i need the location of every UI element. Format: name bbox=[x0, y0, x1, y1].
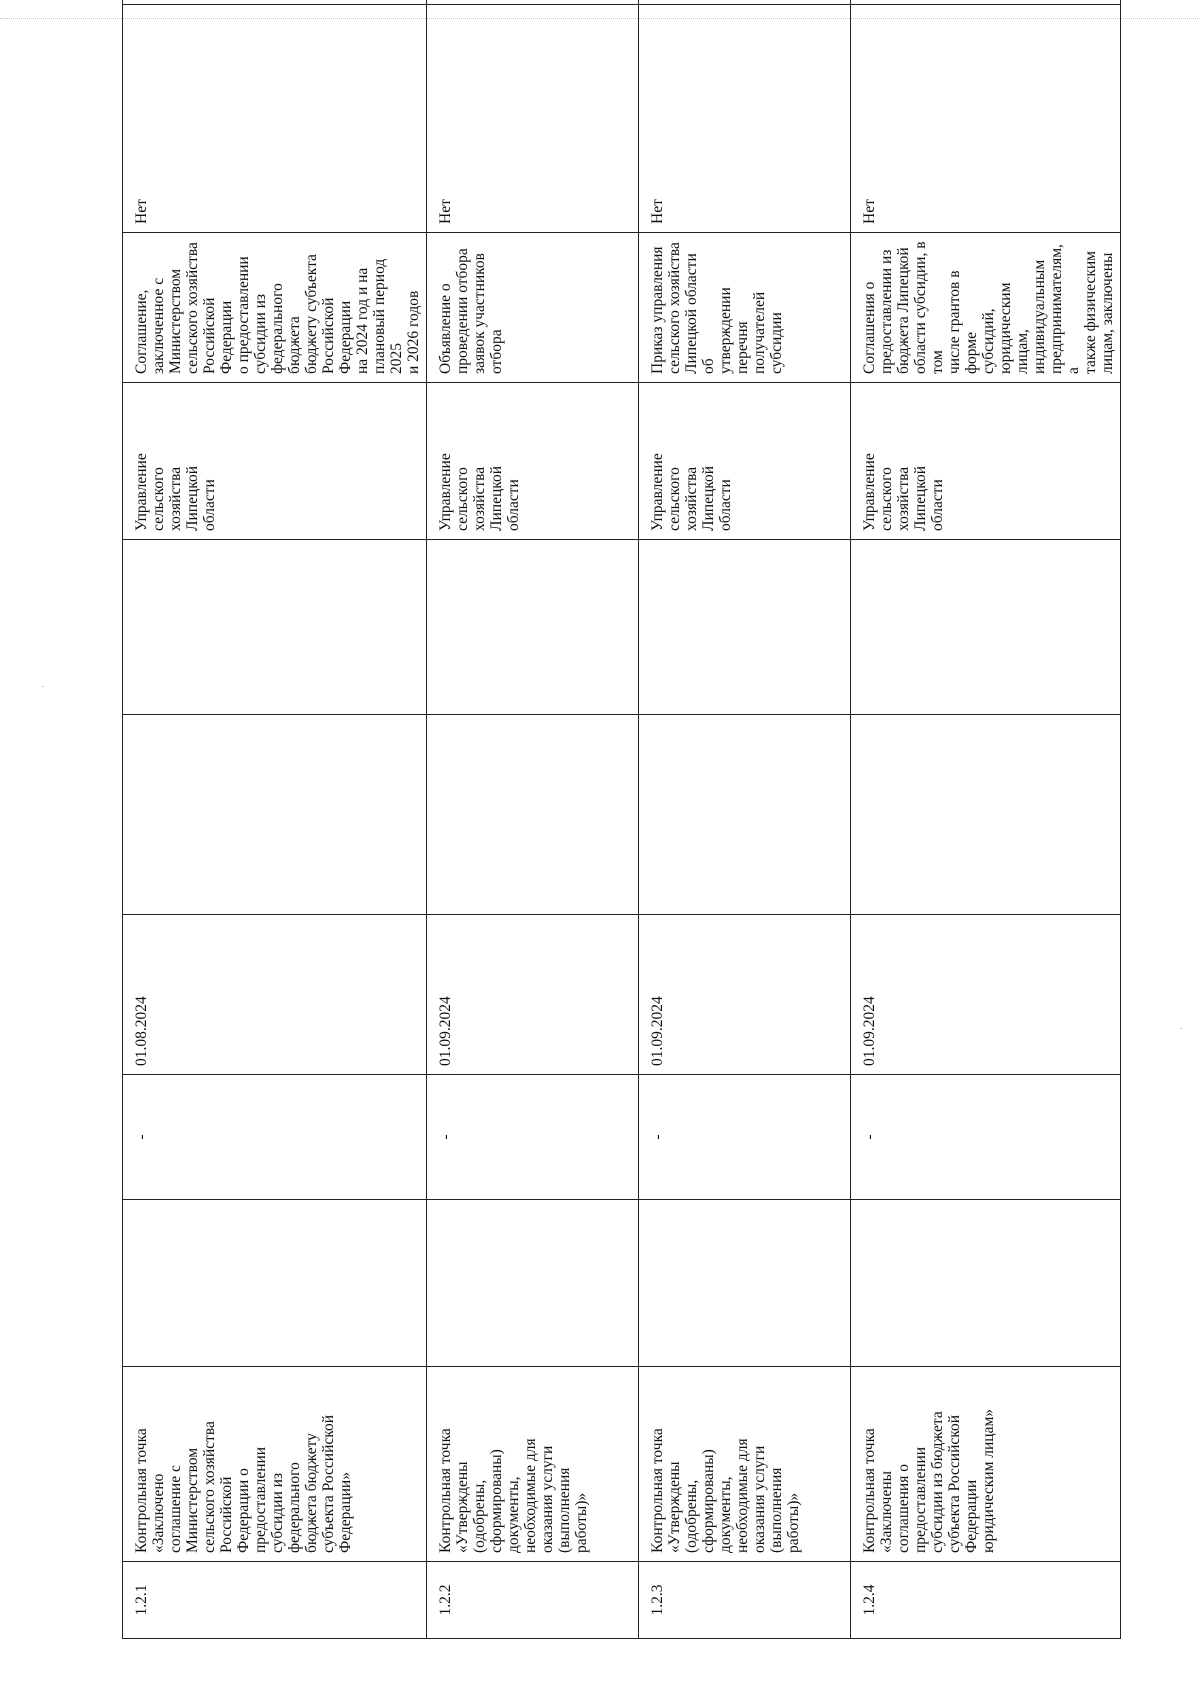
executor-text: Управление сельского хозяйства Липецкой области bbox=[133, 453, 218, 531]
rotated-page bbox=[122, 96, 1116, 1639]
table-row bbox=[123, 0, 427, 1639]
empty-cell bbox=[427, 540, 639, 715]
document-cell bbox=[851, 233, 1121, 383]
control-point-name-text: Контрольная точка «Утверждены (одобрены, сформированы) документы, необходимые для оказания услуги (выполнения работы)» bbox=[437, 1428, 590, 1553]
table-row bbox=[427, 0, 639, 1639]
document-text: Объявление о проведении отбора заявок участников отбора bbox=[437, 248, 505, 374]
date-text: 01.09.2024 bbox=[437, 996, 454, 1066]
empty-cell bbox=[123, 715, 427, 915]
control-point-name bbox=[851, 1367, 1121, 1562]
flag-text: Нет bbox=[649, 199, 666, 224]
dash-cell bbox=[639, 1075, 851, 1200]
document-cell bbox=[123, 233, 427, 383]
empty-cell bbox=[639, 715, 851, 915]
flag-cell bbox=[427, 5, 639, 233]
document-text: Приказ управления сельского хозяйства Липецкой области об утверждении перечня получателей субсидии bbox=[649, 242, 785, 374]
control-point-name bbox=[639, 1367, 851, 1562]
information-system-cell bbox=[639, 0, 851, 5]
dash-text: - bbox=[437, 1134, 454, 1140]
date-cell bbox=[639, 915, 851, 1075]
row-number bbox=[639, 1562, 851, 1639]
empty-cell bbox=[427, 715, 639, 915]
row-number-text: 1.2.4 bbox=[861, 1584, 878, 1616]
date-text: 01.08.2024 bbox=[133, 996, 150, 1066]
dash-cell bbox=[123, 1075, 427, 1200]
row-number bbox=[427, 1562, 639, 1639]
document-cell bbox=[427, 233, 639, 383]
row-number-text: 1.2.3 bbox=[649, 1584, 666, 1616]
control-point-name-text: Контрольная точка «Заключено соглашение с Министерством сельского хозяйства Российской Федерации о предоставлении субсидии из федерального бюджета бюджету субъекта Российской Федерации» bbox=[133, 1414, 354, 1553]
executor-cell bbox=[427, 383, 639, 540]
document-text: Соглашение, заключенное с Министерством сельского хозяйства Российской Федерации о предоставлении субсидии из федерального бюджета бюджету субъекта Российской Федерации на 2024 год и на плановый период 2025 и 2026 годов bbox=[133, 242, 422, 374]
flag-text: Нет bbox=[133, 199, 150, 224]
information-system-cell bbox=[851, 0, 1121, 5]
flag-text: Нет bbox=[437, 199, 454, 224]
date-text: 01.09.2024 bbox=[861, 996, 878, 1066]
empty-cell bbox=[851, 715, 1121, 915]
empty-cell bbox=[427, 1200, 639, 1367]
date-cell bbox=[123, 915, 427, 1075]
empty-cell bbox=[639, 1200, 851, 1367]
dash-text: - bbox=[649, 1134, 666, 1140]
dash-text: - bbox=[133, 1134, 150, 1140]
scan-speck bbox=[1180, 1028, 1182, 1029]
row-number bbox=[851, 1562, 1121, 1639]
scan-speck bbox=[42, 686, 44, 687]
flag-cell bbox=[851, 5, 1121, 233]
executor-text: Управление сельского хозяйства Липецкой области bbox=[649, 453, 734, 531]
date-text: 01.09.2024 bbox=[649, 996, 666, 1066]
document-cell bbox=[639, 233, 851, 383]
empty-cell bbox=[851, 540, 1121, 715]
empty-cell bbox=[123, 1200, 427, 1367]
dash-text: - bbox=[861, 1134, 878, 1140]
information-system-cell bbox=[123, 0, 427, 5]
executor-cell bbox=[123, 383, 427, 540]
flag-cell bbox=[123, 5, 427, 233]
control-points-table bbox=[122, 0, 1121, 1639]
empty-cell bbox=[123, 540, 427, 715]
control-point-name bbox=[123, 1367, 427, 1562]
row-number bbox=[123, 1562, 427, 1639]
flag-text: Нет bbox=[861, 199, 878, 224]
executor-cell bbox=[639, 383, 851, 540]
executor-text: Управление сельского хозяйства Липецкой области bbox=[861, 453, 946, 531]
executor-cell bbox=[851, 383, 1121, 540]
control-point-name-text: Контрольная точка «Заключены соглашения о предоставлении субсидии из бюджета субъекта Российской Федерации юридическим лицам» bbox=[861, 1408, 997, 1553]
table-row bbox=[851, 0, 1121, 1639]
empty-cell bbox=[851, 1200, 1121, 1367]
document-text: Соглашения о предоставлении из бюджета Липецкой области субсидии, в том числе грантов в форме субсидий, юридическим лицам, индивидуальным предпринимателям, а также физическим лицам, заключены bbox=[861, 241, 1116, 374]
flag-cell bbox=[639, 5, 851, 233]
empty-cell bbox=[639, 540, 851, 715]
control-point-name-text: Контрольная точка «Утверждены (одобрены, сформированы) документы, необходимые для оказания услуги (выполнения работы)» bbox=[649, 1428, 802, 1553]
information-system-cell bbox=[427, 0, 639, 5]
date-cell bbox=[851, 915, 1121, 1075]
row-number-text: 1.2.2 bbox=[437, 1584, 454, 1616]
executor-text: Управление сельского хозяйства Липецкой области bbox=[437, 453, 522, 531]
dash-cell bbox=[427, 1075, 639, 1200]
table-row bbox=[639, 0, 851, 1639]
dash-cell bbox=[851, 1075, 1121, 1200]
rotated-table-container bbox=[122, 96, 1116, 1639]
control-point-name bbox=[427, 1367, 639, 1562]
row-number-text: 1.2.1 bbox=[133, 1584, 150, 1616]
date-cell bbox=[427, 915, 639, 1075]
